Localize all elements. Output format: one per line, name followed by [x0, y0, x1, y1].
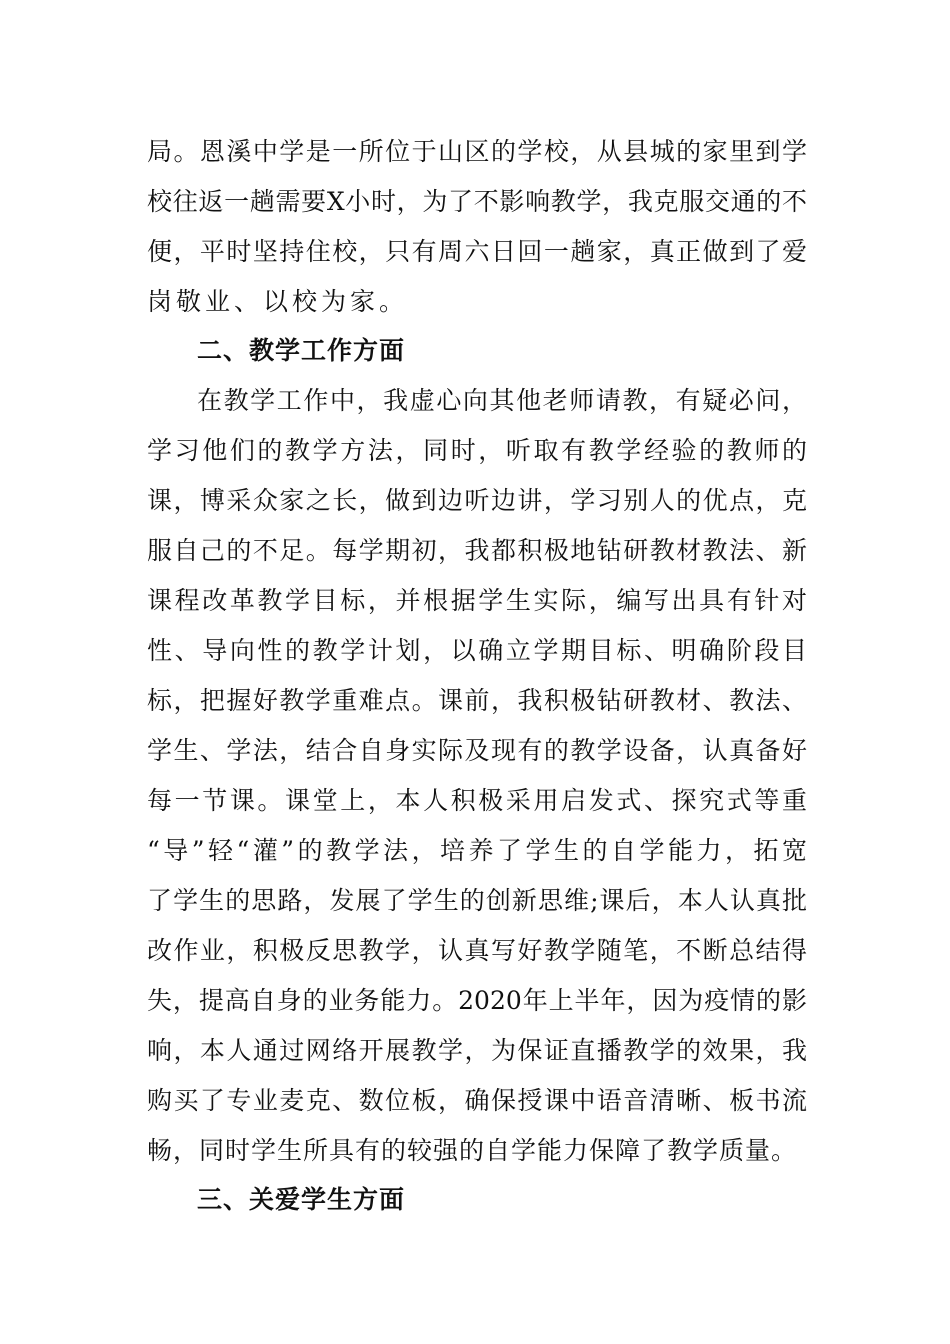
paragraph-line: 服自己的不足。每学期初，我都积极地钻研教材教法、新 [147, 536, 807, 565]
paragraph-line: 校往返一趟需要X小时，为了不影响教学，我克服交通的不 [147, 187, 807, 216]
paragraph-line: 在教学工作中，我虚心向其他老师请教，有疑必问， [197, 386, 807, 415]
paragraph-line: 购买了专业麦克、数位板，确保授课中语音清晰、板书流 [147, 1086, 807, 1115]
paragraph-line: 标，把握好教学重难点。课前，我积极钻研教材、教法、 [147, 686, 807, 715]
paragraph-line: 课，博采众家之长，做到边听边讲，学习别人的优点，克 [147, 486, 807, 515]
paragraph-line: 改作业，积极反思教学，认真写好教学随笔，不断总结得 [147, 936, 807, 965]
paragraph-line: 便，平时坚持住校，只有周六日回一趟家，真正做到了爱 [147, 237, 807, 266]
paragraph-line: “导”轻“灌”的教学法，培养了学生的自学能力，拓宽 [147, 836, 807, 865]
section-heading-teaching: 二、教学工作方面 [197, 336, 406, 365]
paragraph-line: 学习他们的教学方法，同时，听取有教学经验的教师的 [147, 436, 807, 465]
paragraph-line: 畅，同时学生所具有的较强的自学能力保障了教学质量。 [147, 1136, 798, 1165]
paragraph-line: 了学生的思路，发展了学生的创新思维;课后，本人认真批 [147, 886, 807, 915]
paragraph-line: 局。恩溪中学是一所位于山区的学校，从县城的家里到学 [147, 137, 807, 166]
paragraph-line: 岗敬业、以校为家。 [147, 287, 409, 316]
paragraph-line: 响，本人通过网络开展教学，为保证直播教学的效果，我 [147, 1036, 807, 1065]
paragraph-line: 性、导向性的教学计划，以确立学期目标、明确阶段目 [147, 636, 807, 665]
paragraph-line: 学生、学法，结合自身实际及现有的教学设备，认真备好 [147, 736, 807, 765]
paragraph-line: 课程改革教学目标，并根据学生实际，编写出具有针对 [147, 586, 807, 615]
paragraph-line: 失，提高自身的业务能力。2020年上半年，因为疫情的影 [147, 986, 807, 1015]
section-heading-student-care: 三、关爱学生方面 [197, 1185, 406, 1214]
paragraph-line: 每一节课。课堂上，本人积极采用启发式、探究式等重 [147, 786, 807, 815]
